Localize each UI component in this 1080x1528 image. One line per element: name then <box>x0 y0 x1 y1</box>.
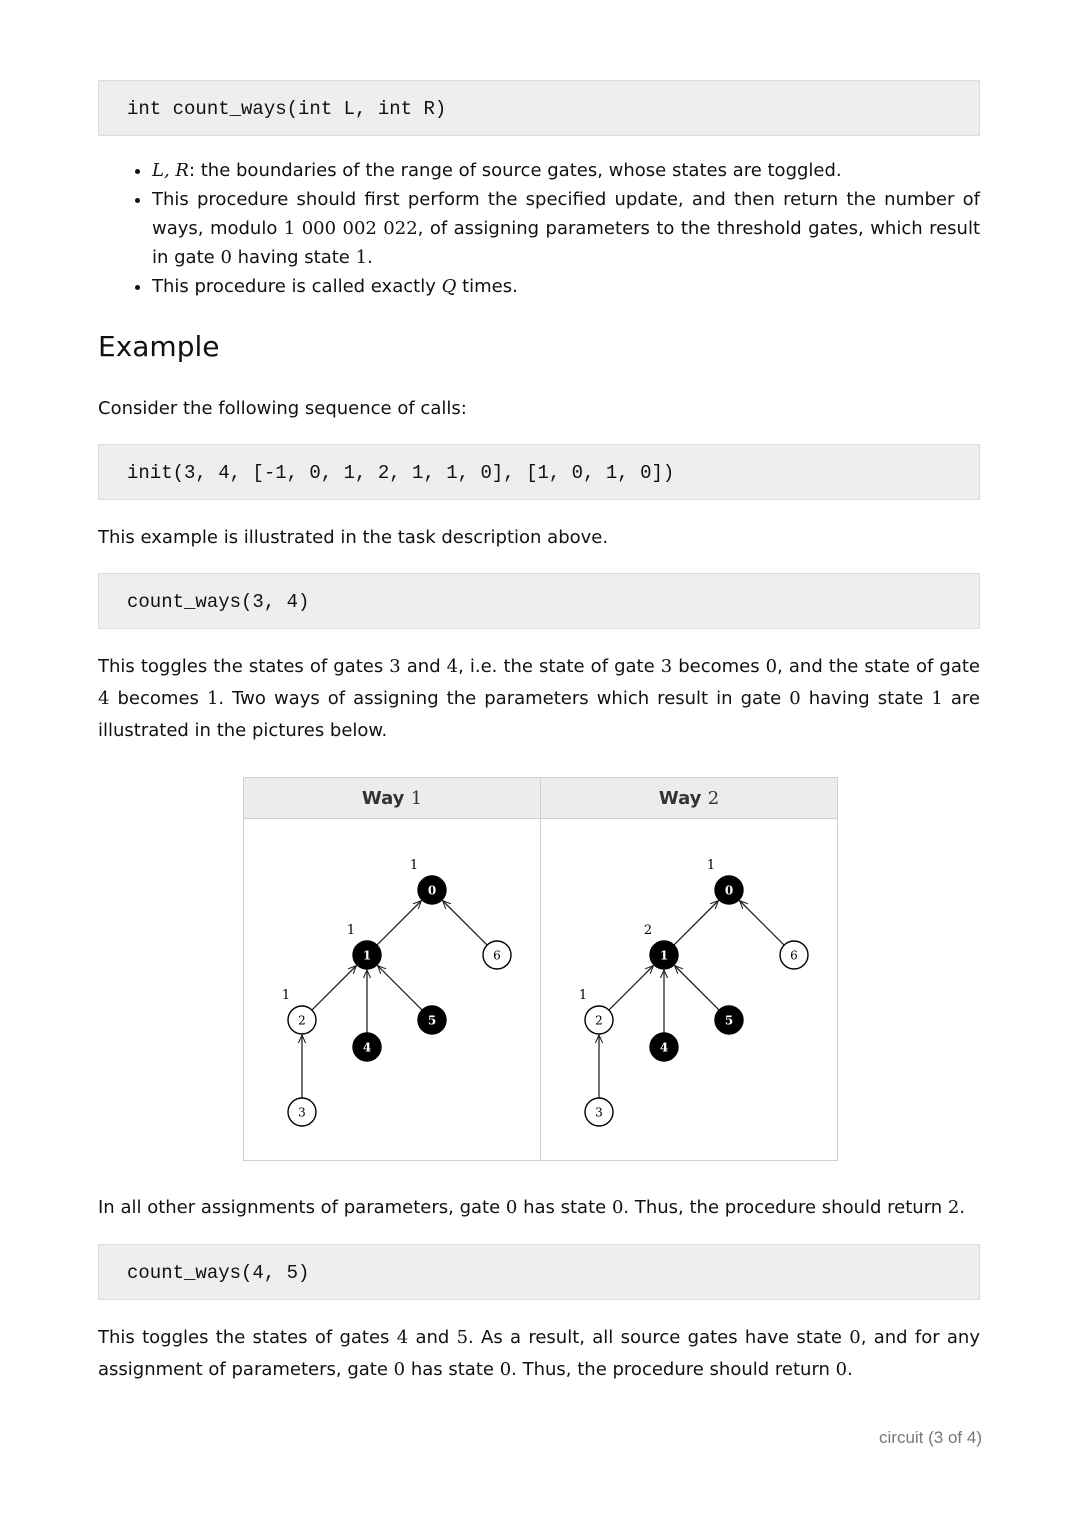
code-call-1: count_ways(3, 4) <box>98 573 980 629</box>
edge-5-to-1 <box>378 966 422 1010</box>
parameter-label-n1: 2 <box>643 923 653 938</box>
bullet-called: • This procedure is called exactly Q times. <box>152 272 980 301</box>
example-heading: Example <box>98 330 220 363</box>
math-LR: L, R <box>152 160 189 181</box>
result-text: In all other assignments of parameters, gate 0 has state 0. Thus, the procedure should return 2. <box>98 1197 966 1218</box>
way-1-cell <box>244 819 541 1161</box>
parameter-label-n2: 1 <box>578 988 588 1003</box>
way-2-tree-diagram <box>541 819 837 1160</box>
parameter-label-n0: 1 <box>706 858 716 873</box>
parameter-list <box>98 156 980 301</box>
way-2-cell <box>541 819 838 1161</box>
edge-6-to-0 <box>443 901 487 945</box>
gate-6-label: 6 <box>790 948 798 963</box>
edge-1-to-0 <box>377 901 421 945</box>
toggle-explanation-2: This toggles the states of gates 4 and 5. As a result, all source gates have state 0, and for any assignment of parameters, gate 0 has state 0. Thus, the procedure should return 0. <box>98 1327 980 1380</box>
gate-1-label: 1 <box>659 948 669 963</box>
parameter-label-n1: 1 <box>346 923 356 938</box>
edge-5-to-1 <box>675 966 719 1010</box>
edge-1-to-0 <box>674 901 718 945</box>
illustrated-text: This example is illustrated in the task description above. <box>98 527 609 548</box>
edge-6-to-0 <box>740 901 784 945</box>
edge-2-to-1 <box>312 966 356 1010</box>
gate-4-label: 4 <box>362 1040 372 1055</box>
code-init: init(3, 4, [-1, 0, 1, 2, 1, 1, 0], [1, 0, 1, 0]) <box>98 444 980 500</box>
way-1-header: Way 1 <box>244 778 541 819</box>
code-signature: int count_ways(int L, int R) <box>98 80 980 136</box>
gate-2-label: 2 <box>298 1013 306 1028</box>
page-footer: circuit (3 of 4) <box>879 1428 982 1447</box>
gate-3-label: 3 <box>595 1105 603 1120</box>
way-1-tree-diagram <box>244 819 540 1160</box>
parameter-label-n0: 1 <box>409 858 419 873</box>
bullet-LR: • L, R: the boundaries of the range of source gates, whose states are toggled. <box>152 156 980 185</box>
toggle-explanation-1: This toggles the states of gates 3 and 4, i.e. the state of gate 3 becomes 0, and the state of gate 4 becomes 1. Two ways of assigning the parameters which result in gate 0 having state 1 are illustrated in the pictures below. <box>98 656 980 741</box>
ways-table <box>243 777 838 1161</box>
edge-2-to-1 <box>609 966 653 1010</box>
code-call-2: count_ways(4, 5) <box>98 1244 980 1300</box>
parameter-label-n2: 1 <box>281 988 291 1003</box>
gate-0-label: 0 <box>427 883 437 898</box>
gate-5-label: 5 <box>427 1013 437 1028</box>
gate-5-label: 5 <box>724 1013 734 1028</box>
gate-0-label: 0 <box>724 883 734 898</box>
gate-6-label: 6 <box>493 948 501 963</box>
intro-text: Consider the following sequence of calls: <box>98 398 467 419</box>
gate-4-label: 4 <box>659 1040 669 1055</box>
bullet-return: • This procedure should first perform the specified update, and then return the number of ways, modulo 1 000 002 022, of assigning parameters to the threshold gates, which result in gate 0 having state 1. <box>152 185 980 272</box>
gate-2-label: 2 <box>595 1013 603 1028</box>
gate-1-label: 1 <box>362 948 372 963</box>
gate-3-label: 3 <box>298 1105 306 1120</box>
way-2-header: Way 2 <box>541 778 838 819</box>
